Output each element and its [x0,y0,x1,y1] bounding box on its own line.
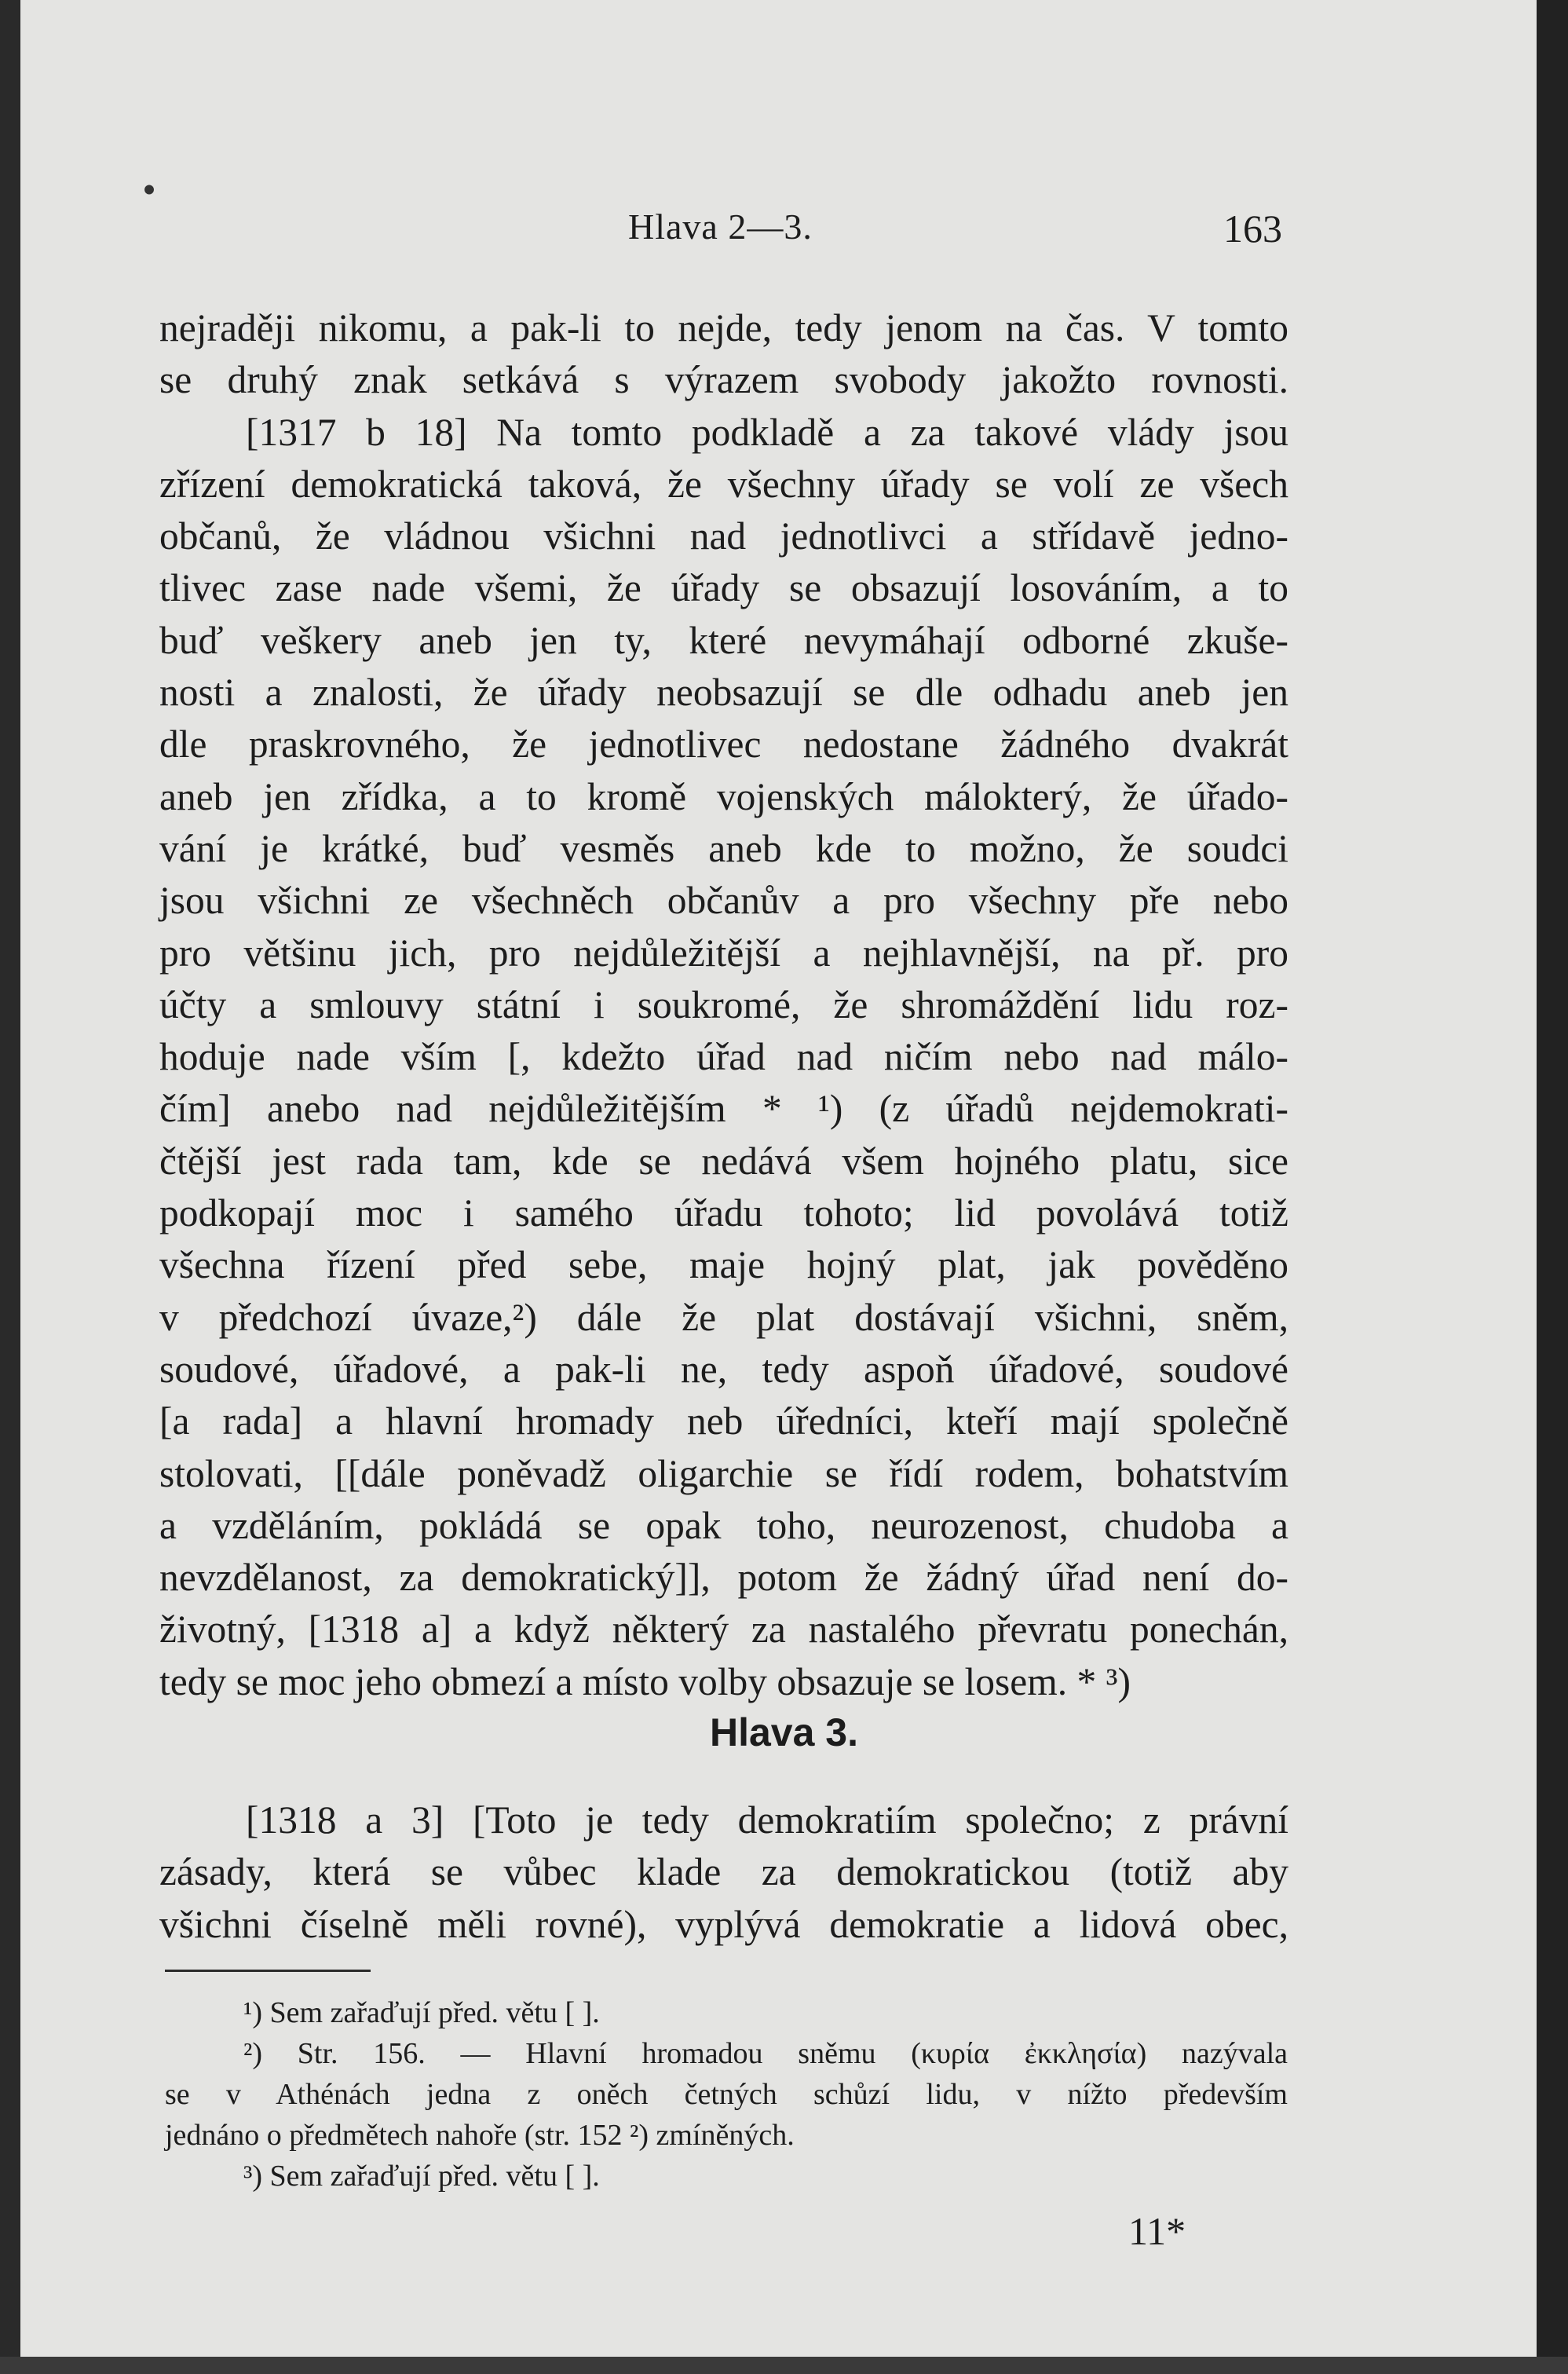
text-line: [1318 a 3] [Toto je tedy demokratiím společno; z právní [246,1798,1288,1842]
text-line: v předchozí úvaze,²) dále že plat dostávají všichni, sněm, [159,1295,1288,1339]
text-line: buď veškery aneb jen ty, které nevymáhají odborné zkuše- [159,618,1288,662]
text-line: stolovati, [[dále poněvadž oligarchie se řídí rodem, bohatstvím [159,1451,1288,1495]
chapter-heading: Hlava 3. [709,1710,858,1754]
running-head: Hlava 2—3. [628,207,813,247]
text-line: jsou všichni ze všechněch občanův a pro všechny pře nebo [159,879,1288,923]
text-line: soudové, úřadové, a pak-li ne, tedy aspoň úřadové, soudové [159,1347,1288,1391]
ink-mark: • [143,170,155,209]
text-line: zásady, která se vůbec klade za demokratickou (totiž aby [159,1850,1288,1894]
right-scan-edge [1537,0,1568,2374]
page-number: 163 [1223,207,1282,251]
footnote-line: se v Athénách jedna z oněch četných schůzí lidu, v nížto především [165,2078,1288,2111]
footnote-line: ¹) Sem zařaďují před. větu [ ]. [243,1996,600,2029]
text-line: vání je krátké, buď vesměs aneb kde to možno, že soudci [159,826,1288,870]
text-line: občanů, že vládnou všichni nad jednotlivci a střídavě jedno- [159,514,1288,558]
text-line: všechna řízení před sebe, maje hojný plat, jak pověděno [159,1243,1288,1287]
footnotes-block [165,1992,1288,2197]
footnote-line: ³) Sem zařaďují před. větu [ ]. [243,2160,600,2193]
text-line: a vzděláním, pokládá se opak toho, neurozenost, chudoba a [159,1503,1288,1547]
bottom-scan-edge [0,2357,1568,2374]
text-line: zřízení demokratická taková, že všechny úřady se volí ze všech [159,462,1288,506]
text-line: nevzdělanost, za demokratický]], potom že žádný úřad není do- [159,1556,1288,1600]
text-line: tlivec zase nade všemi, že úřady se obsazují losováním, a to [159,566,1288,610]
text-line: nejraději nikomu, a pak-li to nejde, tedy jenom na čas. V tomto [159,306,1288,349]
text-line: životný, [1318 a] a když některý za nastalého převratu ponechán, [159,1608,1288,1652]
text-line: účty a smlouvy státní i soukromé, že shromáždění lidu roz- [159,982,1288,1026]
text-line: všichni číselně měli rovné), vyplývá demokratie a lidová obec, [159,1902,1288,1946]
left-scan-edge [0,0,20,2374]
footnote-rule [165,1970,371,1972]
text-line: podkopají moc i samého úřadu tohoto; lid povolává totiž [159,1191,1288,1235]
text-line: tedy se moc jeho obmezí a místo volby obsazuje se losem. * ³) [159,1659,1131,1703]
text-line: pro většinu jich, pro nejdůležitější a nejhlavnější, na př. pro [159,931,1288,975]
text-line: dle praskrovného, že jednotlivec nedostane žádného dvakrát [159,722,1288,766]
text-line: hoduje nade vším [, kdežto úřad nad ničím nebo nad málo- [159,1035,1288,1079]
text-line: [1317 b 18] Na tomto podkladě a za takové vlády jsou [246,410,1288,454]
text-line: čím] anebo nad nejdůležitějším * ¹) (z úřadů nejdemokrati- [159,1087,1288,1131]
chapter-text-block [159,1794,1288,1951]
text-line: aneb jen zřídka, a to kromě vojenských málokterý, že úřado- [159,774,1288,818]
footnote-line: ²) Str. 156. — Hlavní hromadou sněmu (κυρία ἐκκλησία) nazývala [243,2037,1288,2070]
text-line: čtější jest rada tam, kde se nedává všem hojného platu, sice [159,1139,1288,1183]
text-line: nosti a znalosti, že úřady neobsazují se dle odhadu aneb jen [159,671,1288,715]
footnote-line: jednáno o předmětech nahoře (str. 152 ²) zmíněných. [165,2119,795,2152]
main-text-block [159,302,1288,1708]
printer-signature: 11* [1128,2209,1186,2253]
text-line: [a rada] a hlavní hromady neb úředníci, kteří mají společně [159,1399,1288,1443]
text-line: se druhý znak setkává s výrazem svobody jakožto rovnosti. [159,358,1288,402]
